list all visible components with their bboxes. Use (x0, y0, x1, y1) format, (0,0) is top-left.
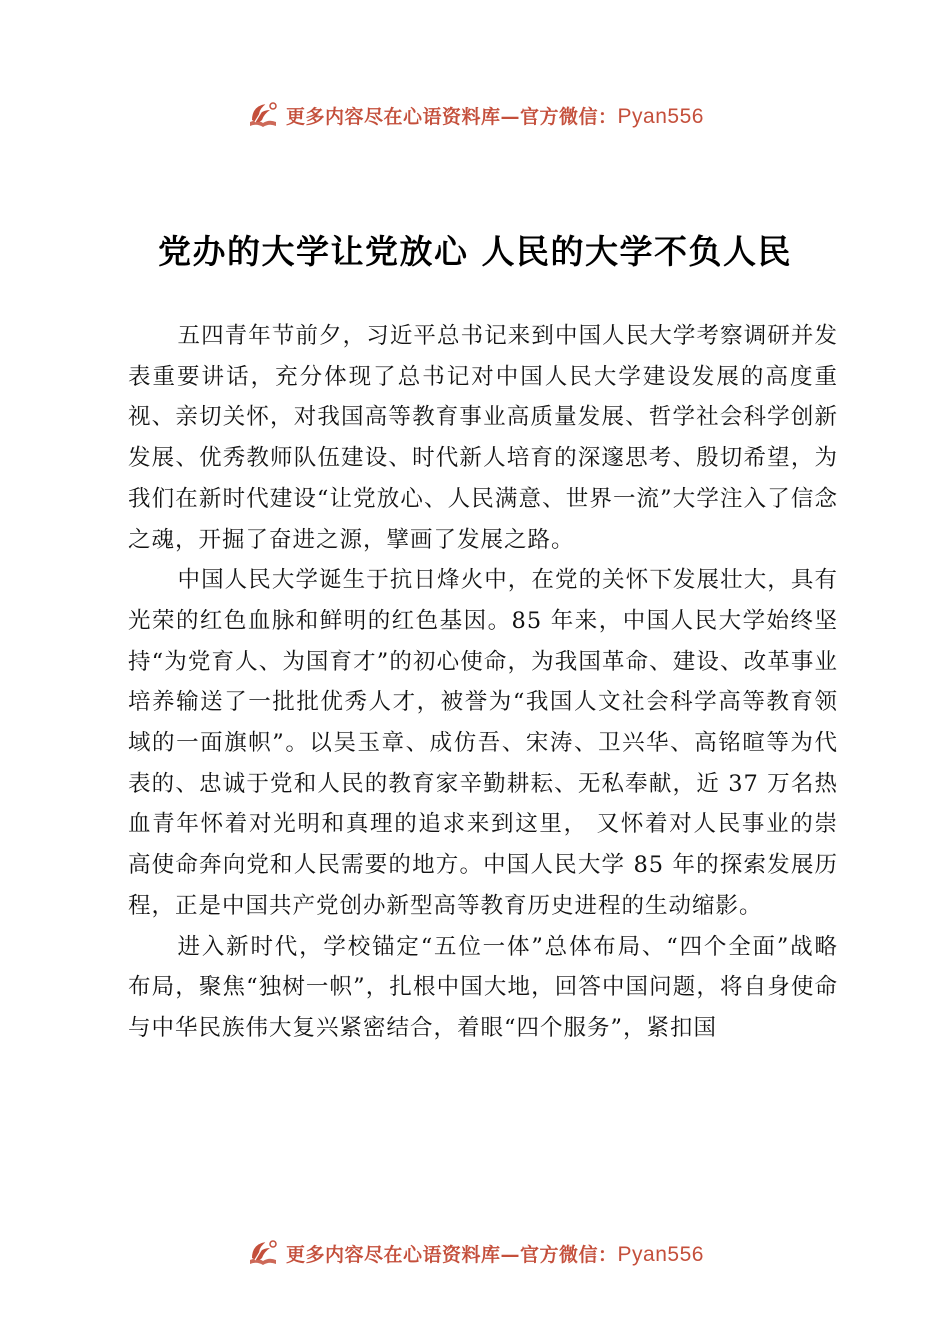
document-body (128, 316, 838, 1049)
quill-book-logo-icon (246, 98, 280, 132)
quill-book-logo-icon (246, 1236, 280, 1270)
paragraph-2: 中国人民大学诞生于抗日烽火中，在党的关怀下发展壮大，具有光荣的红色血脉和鲜明的红色基因。85 年来，中国人民大学始终坚持“为党育人、为国育才”的初心使命，为我国革命、建设、改革事业培养输送了一批批优秀人才，被誉为“我国人文社会科学高等教育领域的一面旗帜”。以吴玉章、成仿吾、宋涛、卫兴华、高铭暄等为代表的、忠诚于党和人民的教育家辛勤耕耘、无私奉献，近 37 万名热血青年怀着对光明和真理的追求来到这里， 又怀着对人民事业的崇高使命奔向党和人民需要的地方。中国人民大学 85 年的探索发展历程，正是中国共产党创办新型高等教育历史进程的生动缩影。 (128, 567, 838, 919)
footer-banner (0, 1231, 950, 1275)
banner-brand: Pyan556 (617, 1242, 704, 1266)
banner-text: 更多内容尽在心语资料库—官方微信：Pyan556 (286, 1242, 704, 1266)
paragraph-3: 进入新时代，学校锚定“五位一体”总体布局、“四个全面”战略布局，聚焦“独树一帜”，扎根中国大地，回答中国问题，将自身使命与中华民族伟大复兴紧密结合，着眼“四个服务”，紧扣国 (128, 933, 838, 1041)
banner-brand: Pyan556 (617, 104, 704, 128)
header-banner (0, 93, 950, 137)
paragraph-1: 五四青年节前夕，习近平总书记来到中国人民大学考察调研并发表重要讲话，充分体现了总书记对中国人民大学建设发展的高度重视、亲切关怀，对我国高等教育事业高质量发展、哲学社会科学创新发展、优秀教师队伍建设、时代新人培育的深邃思考、殷切希望，为我们在新时代建设“让党放心、人民满意、世界一流”大学注入了信念之魂，开掘了奋进之源，擘画了发展之路。 (128, 323, 838, 553)
document-title: 党办的大学让党放心 人民的大学不负人民 (158, 232, 792, 271)
banner-text: 更多内容尽在心语资料库—官方微信：Pyan556 (286, 104, 704, 128)
